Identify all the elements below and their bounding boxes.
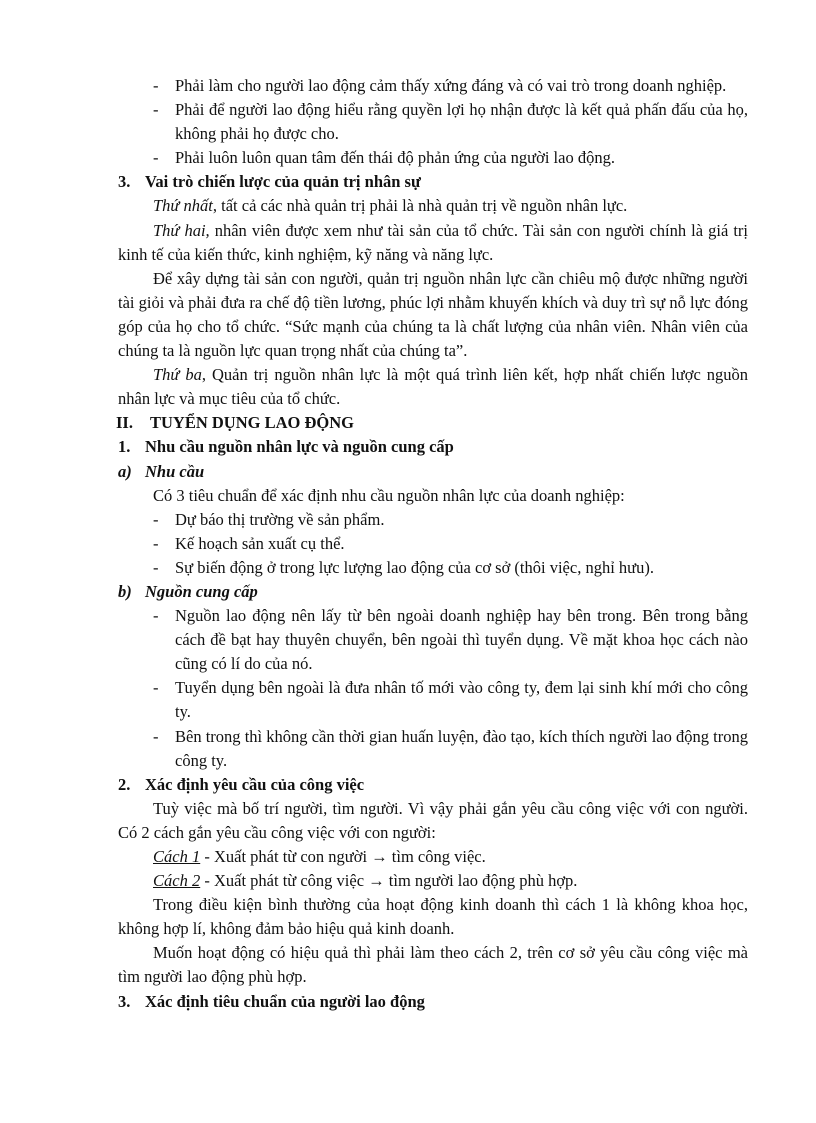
emphasis: Thứ hai, xyxy=(153,220,210,240)
bullet-item xyxy=(118,532,748,556)
method-label: Cách 1 xyxy=(153,847,201,866)
emphasis: Thứ ba xyxy=(153,365,202,385)
section-title: Vai trò chiến lược của quản trị nhân sự xyxy=(145,172,421,192)
subsection-number: a) xyxy=(118,461,132,481)
bullet-text: Phải làm cho người lao động cảm thấy xứng đáng và có vai trò trong doanh nghiệp. xyxy=(175,76,727,95)
dash-marker: - xyxy=(153,557,159,577)
paragraph xyxy=(118,941,748,989)
paragraph-text: , tất cả các nhà quản trị phải là nhà quản trị về nguồn nhân lực. xyxy=(212,196,628,216)
paragraph xyxy=(118,797,748,845)
method-label: Cách 2 xyxy=(153,871,201,891)
bullet-item xyxy=(118,74,748,98)
method-line xyxy=(118,845,748,869)
paragraph xyxy=(118,893,748,941)
paragraph-text: Có 3 tiêu chuẩn để xác định nhu cầu nguồn nhân lực của doanh nghiệp: xyxy=(153,485,625,505)
bullet-text: Nguồn lao động nên lấy từ bên ngoài doanh nghiệp hay bên trong. Bên trong bằng cách đề bạt hay thuyên chuyển, bên ngoài thì tuyển dụng. Về mặt khoa học cách nào cũng có lí do của nó. xyxy=(175,606,748,674)
dash-marker: - xyxy=(153,726,159,746)
bullet-item xyxy=(118,508,748,532)
section-heading xyxy=(118,773,748,797)
dash-marker: - xyxy=(153,100,159,120)
method-text: - Xuất phát từ công việc → tìm người lao động phù hợp. xyxy=(200,871,578,891)
section-number: 3. xyxy=(118,172,131,192)
paragraph-text: nhân viên được xem như tài sản của tổ chức. Tài sản con người chính là giá trị kinh tế của kiến thức, kinh nghiệm, kỹ năng và năng lực. xyxy=(118,220,748,264)
bullet-text: Tuyển dụng bên ngoài là đưa nhân tố mới vào công ty, đem lại sinh khí mới cho công ty. xyxy=(175,678,748,722)
emphasis: Thứ nhất xyxy=(153,196,213,216)
section-title: Xác định yêu cầu của công việc xyxy=(145,774,365,794)
method-text: - Xuất phát từ con người → tìm công việc. xyxy=(200,847,486,866)
subsection-heading xyxy=(118,460,748,484)
section-number: 2. xyxy=(118,774,131,794)
subsection-heading xyxy=(118,580,748,604)
paragraph-text: Trong điều kiện bình thường của hoạt động kinh doanh thì cách 1 là không khoa học, không hợp lí, không đảm bảo hiệu quả kinh doanh. xyxy=(118,895,748,939)
subsection-title: Nguồn cung cấp xyxy=(145,581,258,601)
subsection-title: Nhu cầu xyxy=(145,461,205,481)
document-body xyxy=(118,74,748,1014)
bullet-text: Phải luôn luôn quan tâm đến thái độ phản ứng của người lao động. xyxy=(175,148,615,168)
chapter-number: II. xyxy=(116,413,133,433)
paragraph-text: , Quản trị nguồn nhân lực là một quá trình liên kết, hợp nhất chiến lược nguồn nhân lực và mục tiêu của tổ chức. xyxy=(118,365,748,409)
section-number: 3. xyxy=(118,991,131,1011)
section-heading xyxy=(118,990,748,1014)
bullet-text: Kế hoạch sản xuất cụ thể. xyxy=(175,533,345,553)
bullet-text: Sự biến động ở trong lực lượng lao động của cơ sở (thôi việc, nghỉ hưu). xyxy=(175,557,654,577)
section-heading xyxy=(118,170,748,194)
section-title: Nhu cầu nguồn nhân lực và nguồn cung cấp xyxy=(145,437,454,457)
subsection-number: b) xyxy=(118,581,132,601)
dash-marker: - xyxy=(153,606,159,626)
chapter-title: TUYỂN DỤNG LAO ĐỘNG xyxy=(150,413,354,433)
bullet-text: Phải để người lao động hiểu rằng quyền lợi họ nhận được là kết quả phấn đấu của họ, không phải họ được cho. xyxy=(175,100,748,144)
bullet-text: Dự báo thị trường về sản phẩm. xyxy=(175,509,385,529)
section-heading xyxy=(118,435,748,459)
bullet-item xyxy=(118,725,748,773)
dash-marker: - xyxy=(153,678,159,698)
bullet-text: Bên trong thì không cần thời gian huấn luyện, đào tạo, kích thích người lao động trong công ty. xyxy=(175,726,748,770)
paragraph xyxy=(118,219,748,267)
paragraph xyxy=(118,194,748,218)
bullet-item xyxy=(118,146,748,170)
chapter-heading xyxy=(118,411,748,435)
section-number: 1. xyxy=(118,437,131,457)
section-title: Xác định tiêu chuẩn của người lao động xyxy=(145,991,425,1011)
paragraph-text: Muốn hoạt động có hiệu quả thì phải làm theo cách 2, trên cơ sở yêu cầu công việc mà tìm người lao động phù hợp. xyxy=(118,943,748,987)
dash-marker: - xyxy=(153,148,159,168)
dash-marker: - xyxy=(153,76,159,95)
dash-marker: - xyxy=(153,533,159,553)
bullet-item xyxy=(118,676,748,724)
paragraph xyxy=(118,363,748,411)
bullet-item xyxy=(118,556,748,580)
paragraph-text: Tuỳ việc mà bố trí người, tìm người. Vì vậy phải gắn yêu cầu công việc với con người. Có 2 cách gắn yêu cầu công việc với con người: xyxy=(118,798,748,842)
method-line xyxy=(118,869,748,893)
dash-marker: - xyxy=(153,509,159,529)
paragraph xyxy=(118,484,748,508)
paragraph-text: Để xây dựng tài sản con người, quản trị nguồn nhân lực cần chiêu mộ được những người tài giỏi và phải đưa ra chế độ tiền lương, phúc lợi nhằm khuyến khích và duy trì sự nỗ lực đóng góp của họ cho tổ chức. “Sức mạnh của chúng ta là chất lượng của nhân viên. Nhân viên của chúng ta là nguồn lực quan trọng nhất của chúng ta”. xyxy=(118,268,748,361)
paragraph xyxy=(118,267,748,363)
bullet-item xyxy=(118,604,748,676)
bullet-item xyxy=(118,98,748,146)
